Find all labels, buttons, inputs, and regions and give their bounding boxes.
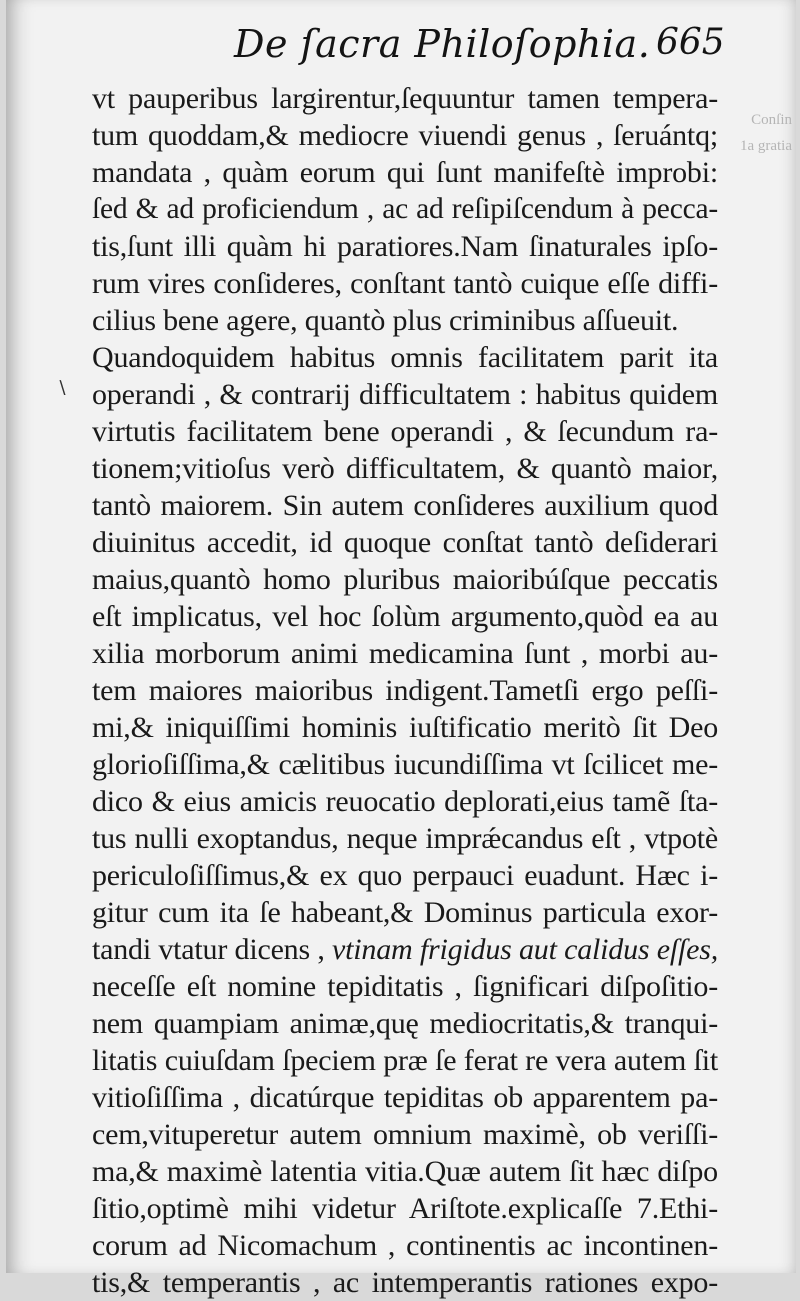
text-line: tantò maiorem. Sin autem conſideres auxilium quod (92, 489, 718, 522)
text-line-with-quotation (92, 931, 718, 968)
margin-note: Conſin (751, 112, 792, 128)
book-page (6, 0, 796, 1299)
text-line: neceſſe eſt nomine tepiditatis , ſignificari diſpoſitio- (92, 970, 718, 1003)
text-line: Quandoquidem habitus omnis facilitatem parit ita (92, 341, 718, 374)
text-line: diuinitus accedit, id quoque conſtat tantò deſiderari (92, 526, 718, 559)
text-line: tus nulli exoptandus, neque imprǽcandus eſt , vtpotè (92, 822, 718, 855)
running-title: De ſacra Philoſophia. (234, 22, 651, 66)
text-line: tem maiores maioribus indigent.Tametſi ergo peſſi- (92, 674, 718, 707)
scripture-quotation: vtinam frigidus aut calidus eſſes, (332, 933, 718, 966)
text-line: dico & eius amicis reuocatio deplorati,eius tamẽ ſta- (92, 785, 718, 818)
text-line: cilius bene agere, quantò plus criminibus aſſueuit. (92, 304, 679, 337)
text-line: tis,ſunt illi quàm hi paratiores.Nam ſinaturales ipſo- (92, 230, 718, 263)
text-line: rum vires conſideres, conſtant tantò cuique eſſe diffi- (92, 267, 718, 300)
margin-note: 1a gratia (739, 138, 792, 154)
page-number: 665 (656, 22, 725, 63)
text-line: tis,& temperantis , ac intemperantis rationes expo- (92, 1266, 718, 1299)
text-line: gitur cum ita ſe habeant,& Dominus particula exor- (92, 896, 718, 929)
text-line: operandi , & contrarij difficultatem : habitus quidem (92, 378, 718, 411)
text-line: corum ad Nicomachum , continentis ac incontinen- (92, 1229, 718, 1262)
margin-mark-icon: ∖ (56, 378, 68, 399)
text-line: mandata , quàm eorum qui ſunt manifeſtè improbi: (92, 156, 718, 189)
text-line: litatis cuiuſdam ſpeciem præ ſe ferat re vera autem ſit (92, 1044, 718, 1077)
page-header (6, 22, 800, 72)
text-line: vitioſiſſima , dicatúrque tepiditas ob apparentem pa- (92, 1081, 718, 1114)
text-line: mi,& iniquiſſimi hominis iuſtificatio meritò ſit Deo (92, 711, 718, 744)
text-line: virtutis facilitatem bene operandi , & ſecundum ra- (92, 415, 718, 448)
text-line: cem,vituperetur autem omnium maximè, ob veriſſi- (92, 1118, 718, 1151)
text-line: nem quampiam animæ,quę mediocritatis,& tranqui- (92, 1007, 718, 1040)
text-line: periculoſiſſimus,& ex quo perpauci euadunt. Hæc i- (92, 859, 718, 892)
text-line: vt pauperibus largirentur,ſequuntur tamen tempera- (92, 82, 718, 115)
text-line: xilia morborum animi medicamina ſunt , morbi au- (92, 637, 718, 670)
text-line: ſitio,optimè mihi videtur Ariſtote.explicaſſe 7.Ethi- (92, 1192, 718, 1225)
text-line: tum quoddam,& mediocre viuendi genus , ſeruántq; (92, 119, 718, 152)
text-line: glorioſiſſima,& cælitibus iucundiſſima vt ſcilicet me- (92, 748, 718, 781)
text-span: tandi vtatur dicens , (92, 933, 333, 966)
text-line: tionem;vitioſus verò difficultatem, & quantò maior, (92, 452, 718, 485)
text-line: maius,quantò homo pluribus maioribúſque peccatis (92, 563, 718, 596)
text-line: ſed & ad proficiendum , ac ad reſipiſcendum à pecca- (92, 193, 718, 225)
text-line: eſt implicatus, vel hoc ſolùm argumento,quòd ea au (92, 600, 718, 633)
text-line: ma,& maximè latentia vitia.Quæ autem ſit hæc diſpo (92, 1155, 718, 1188)
